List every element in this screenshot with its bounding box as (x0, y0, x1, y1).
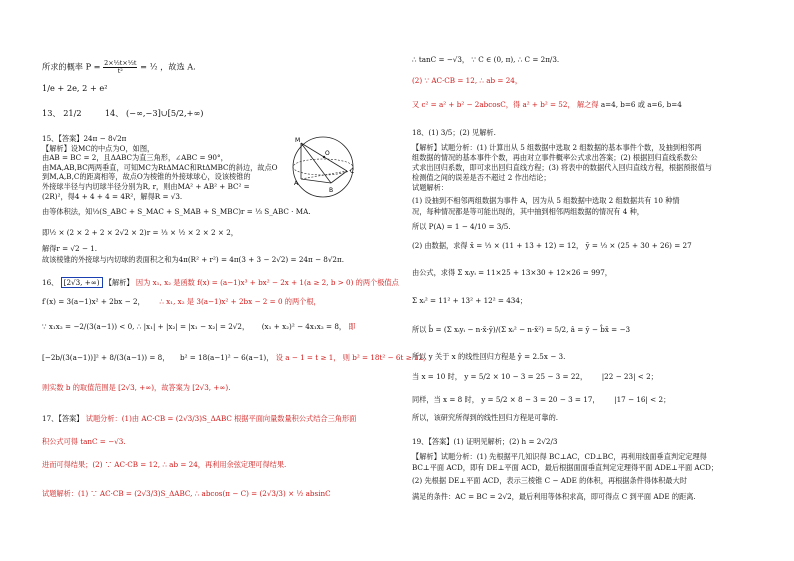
prob-line (42, 60, 196, 75)
right-column (412, 0, 782, 561)
q18-line14 (412, 372, 658, 381)
q17-line2: 积公式可得 tanC = −√3. (42, 437, 126, 446)
q18-line13: 所以 y 关于 x 的线性回归方程是 ŷ = 2.5x − 3. (412, 352, 566, 361)
edge-AB (301, 179, 331, 183)
a13-value: 21/2 (63, 108, 82, 118)
q18-l14b: |22 − 23| < 2； (601, 372, 658, 381)
q18-line1: 【解析】试题分析：(1) 计算出从 5 组数据中选取 2 组数据的基本事件个数，及抽到相邻两 (412, 143, 702, 152)
q19-line4: 满足的条件：AC = BC = 2√2，最后利用等体积求高，即可得点 C 到平面 ADE 的距离. (412, 492, 696, 501)
q15-answer: 15、【答案】24π − 8√2π (42, 134, 127, 143)
q16-head (42, 278, 399, 287)
edge-AC (301, 171, 347, 179)
q16-l4c: 设 a − 1 = t ≥ 1， (275, 353, 341, 362)
q16-line5: 则实数 b 的取值范围是 [2√3, +∞)，故答案为 [2√3, +∞). (42, 383, 231, 392)
q16-boxed-answer: [2√3, +∞) (61, 277, 103, 288)
label-O: O (325, 150, 330, 157)
label-C: C (350, 168, 355, 175)
q15-line6: (2R)²，得4 + 4 + 4 = 4R²，解得R = √3. (42, 192, 183, 201)
q19-line1: 【解析】试题分析：(1) 先根据平几知识得 BC⊥AC，CD⊥BC，再利用线面垂直判定定理得 (412, 452, 707, 461)
r-l3b: 解之得 (576, 100, 599, 109)
q16-l4a: [−2b/(3(a−1))]² + 8/(3(a−1)) = 8， (42, 353, 170, 362)
q17-analysis: 试题分析：(1)由 AC·CB = (2√3/3)S_ΔABC 根据平面向量数量积公式结合三角形面 (85, 414, 357, 423)
sphere-outline (293, 137, 353, 197)
q17-label: 17、【答案】 (42, 414, 84, 423)
prob-fraction (103, 60, 137, 75)
r-line1: ∴ tanC = −√3， ∵ C ∈ (0, π), ∴ C = 2π/3. (412, 55, 560, 64)
q16-head-red: 因为 x₁, x₂ 是函数 f(x) = (a−1)x³ + bx² − 2x + 1(a ≥ 2, b > 0) 的两个极值点 (135, 278, 399, 287)
q19-line2: BC⊥平面 ACD，即有 DE⊥平面 ACD，最后根据面面垂直判定定理得平面 ADE⊥平面 ACD； (412, 463, 719, 472)
q16-l4d: 则 b² = 18t² − 6t ≥ 12， (342, 353, 431, 362)
q16-l3b: (x₁ + x₂)² − 4x₁x₂ = 8， (261, 322, 347, 331)
q16-l3c: 即 (348, 322, 356, 331)
q15-line7: 由等体积法，知⅓(S_ABC + S_MAC + S_MAB + S_MBC)r = ⅓ S_ABC · MA. (42, 207, 311, 216)
q15-line5: 外接球半径与内切球半径分别为R, r，则由MA² + AB² + BC² = (42, 182, 250, 191)
r-l3a: 又 c² = a² + b² − 2abcosC，得 a² + b² = 52， (412, 100, 575, 109)
edge-MB (301, 143, 331, 183)
q18-line2: 组数据的情况的基本事件个数，再由对立事件概率公式求出答案；(2) 根据回归直线系数公 (412, 153, 698, 162)
q18-line6: (1) 设抽到不相邻两组数据为事件 A，因为从 5 组数据中选取 2 组数据共有 10 种情 (412, 196, 680, 205)
label-M: M (295, 137, 301, 144)
label-A: A (294, 180, 299, 187)
q16-l2a: f′(x) = 3(a−1)x² + 2bx − 2， (42, 297, 145, 306)
q15-line2: 由AB = BC = 2，且ΔABC为直三角形，∠ABC = 90°， (42, 153, 228, 162)
q17-line4: 试题解析：(1) ∵ AC·CB = (2√3/3)S_ΔABC, ∴ abcos(π − C) = (2√3/3) × ½ absinC (42, 489, 331, 498)
q16-l4b: b² = 18(a−1)² − 6(a−1)， (179, 353, 274, 362)
q18-line15 (412, 395, 670, 404)
q18-line16: 所以，该研究所得到的线性回归方程是可靠的. (412, 413, 559, 422)
r-l3c: a=4, b=6 或 a=6, b=4 (600, 100, 682, 109)
q16-l3a: ∵ x₁x₂ = −2/(3(a−1)) < 0, ∴ |x₁| + |x₂| = |x₁ − x₂| = 2√2， (42, 322, 250, 331)
sphere-figure (285, 133, 365, 199)
edge-BC (331, 171, 347, 183)
left-column (42, 0, 431, 561)
a13-label: 13、 (42, 108, 61, 118)
prob-prefix: 所求的概率 (42, 61, 83, 72)
q19-line3: (2) 先根据 DE⊥平面 ACD，表示三棱锥 C − ADE 的体积，再根据条件得体积最大时 (412, 476, 687, 485)
q17-line3: 进而可得结果；(2) ∵ AC·CB = 12, ∴ ab = 24，再利用余弦定理可得结果. (42, 460, 287, 469)
q19-ans-b: 2√2/3 (536, 437, 558, 446)
q18-answer: 18、(1) 3/5；(2) 见解析. (412, 128, 496, 137)
q18-line9: (2) 由数据，求得 x̄ = ⅓ × (11 + 13 + 12) = 12， ȳ = ⅓ × (25 + 30 + 26) = 27 (412, 241, 692, 250)
q19-answer (412, 437, 558, 446)
q18-line10: 由公式，求得 Σ xᵢyᵢ = 11×25 + 13×30 + 12×26 = 997， (412, 268, 612, 277)
q15-line9: 解得r = √2 − 1. (42, 244, 98, 253)
q16-l2b: ∴ x₁, x₂ 是 3(a−1)x² + 2bx − 2 = 0 的两个根， (159, 297, 321, 306)
q16-line4 (42, 353, 430, 362)
q16-tag: 【解析】 (104, 278, 134, 287)
q17-line1 (42, 414, 356, 423)
q18-l15a: 同样，当 x = 8 时， y = 5/2 × 8 − 3 = 20 − 3 = 17， (412, 395, 600, 404)
r-line2: (2) ∵ AC·CB = 12, ∴ ab = 24， (412, 76, 523, 85)
prob-frac-num: 2×½t×½t (104, 59, 137, 67)
q15-line1: 【解析】设MC的中点为O，如图， (42, 144, 155, 153)
label-B: B (329, 187, 334, 194)
q15-line4: 到M,A,B,C的距离相等，故点O为棱锥的外接球球心，设该棱锥的 (42, 172, 251, 181)
q18-line12: 所以 b̂ = (Σ xᵢyᵢ − n·x̄·ȳ)/(Σ xᵢ² − n·x̄²) = 5/2, â = ȳ − b̂x̄ = −3 (412, 325, 631, 334)
answer-12: 1/e + 2e, 2 + e² (42, 83, 108, 93)
prob-eq: = (140, 61, 147, 72)
q18-line7: 况，每种情况都是等可能出现的，其中抽到相邻两组数据的情况有 4 种， (412, 207, 644, 216)
a14-label: 14、 (104, 108, 124, 118)
q18-line4: 检测值之间的误差是否不超过 2 作出结论； (412, 173, 551, 182)
q18-line8: 所以 P(A) = 1 − 4/10 = 3/5. (412, 222, 511, 231)
q15-line3: 由MA,AB,BC两两垂直，可知MC为RtΔMAC和RtΔMBC的斜边，故点O (42, 163, 278, 172)
q16-line3 (42, 322, 356, 331)
r-line3 (412, 100, 682, 109)
prob-frac-den: t² (117, 67, 123, 75)
q18-line3: 式求出回归系数，即可求出回归直线方程；(3) 将表中的数据代入回归直线方程，根据预报值与 (412, 163, 712, 172)
a14-value: (−∞,−3]∪[5/2,+∞) (126, 108, 204, 118)
q16-num: 16、 (42, 278, 59, 287)
q15-line10: 故该棱锥的外接球与内切球的表面积之和为4π(R² + r²) = 4π(3 + 3 − 2√2) = 24π − 8√2π. (42, 255, 345, 264)
q18-l14a: 当 x = 10 时， y = 5/2 × 10 − 3 = 25 − 3 = 22， (412, 372, 588, 381)
q18-line5: 试题解析： (412, 183, 448, 192)
q16-line2 (42, 297, 321, 306)
q15-line8: 即½ × (2 × 2 + 2 × 2√2 × 2)r = ⅓ × ½ × 2 × 2 × 2， (42, 228, 238, 237)
prob-conclusion: ，故选 A. (160, 61, 196, 72)
answer-13-14 (42, 109, 204, 118)
prob-p-label: P = (85, 61, 101, 72)
q18-l15b: |17 − 16| < 2； (614, 395, 671, 404)
prob-half: ½ (149, 61, 158, 72)
q18-line11: Σ xᵢ² = 11² + 13² + 12² = 434； (412, 296, 528, 305)
q19-ans-a: 19、【答案】(1) 证明见解析；(2) h = (412, 437, 535, 446)
